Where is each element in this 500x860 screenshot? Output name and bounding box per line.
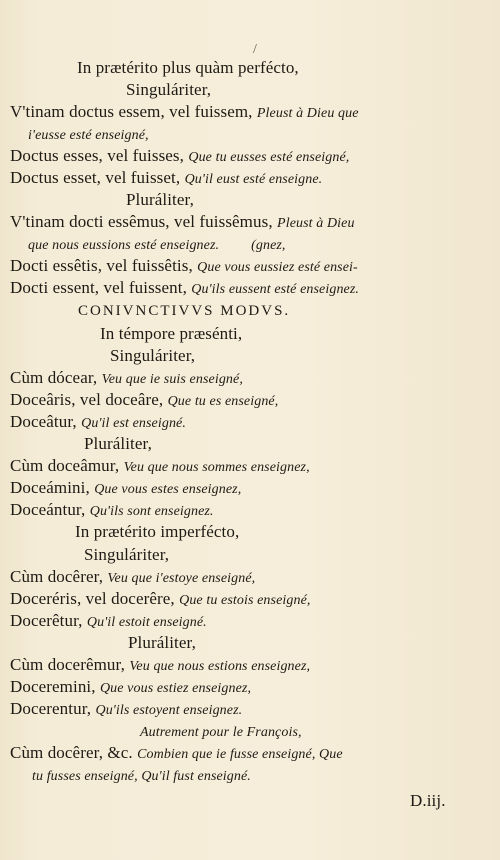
text-line: i'eusse esté enseigné, <box>28 128 149 143</box>
heading-plural: Pluráliter, <box>84 434 152 453</box>
text-line: V'tinam docti essêmus, vel fuissêmus, Pleust à Dieu <box>10 212 355 231</box>
text-line: Docerentur, Qu'ils estoyent enseignez. <box>10 699 243 718</box>
text-line: Cùm docêrer, &c. Combien que ie fusse enseigné, Que <box>10 743 343 762</box>
text-line: tu fusses enseigné, Qu'il fust enseigné. <box>32 769 251 784</box>
text-line: Cùm dócear, Veu que ie suis enseigné, <box>10 368 243 387</box>
text-line: Docerêtur, Qu'il estoit enseigné. <box>10 611 207 630</box>
heading-singular: Singuláriter, <box>110 346 196 365</box>
heading-present: In témpore præsénti, <box>100 324 243 343</box>
text-line: Cùm docerêmur, Veu que nous estions enseignez, <box>10 655 311 674</box>
text-line: V'tinam doctus essem, vel fuissem, Pleust à Dieu que <box>10 102 359 121</box>
heading-singular: Singuláriter, <box>126 80 212 99</box>
text-line: Doctus esset, vel fuisset, Qu'il eust esté enseigne. <box>10 168 323 187</box>
text-line: Doctus esses, vel fuisses, Que tu eusses esté enseigné, <box>10 146 350 165</box>
text-line: que nous eussions esté enseignez. (gnez, <box>28 238 286 253</box>
text-line: Docti essêtis, vel fuissêtis, Que vous eussiez esté ensei- <box>10 256 358 275</box>
text-line: Doceréris, vel docerêre, Que tu estois enseigné, <box>10 589 311 608</box>
heading-french: Autrement pour le François, <box>140 725 302 740</box>
text-line: Doceántur, Qu'ils sont enseignez. <box>10 500 214 519</box>
heading-plural: Pluráliter, <box>126 190 194 209</box>
margin-mark: / <box>253 42 257 57</box>
heading-plusquamperfect: In prætérito plus quàm perfécto, <box>77 58 299 77</box>
heading-imperfect: In prætérito imperfécto, <box>75 522 240 541</box>
heading-singular: Singuláriter, <box>84 545 170 564</box>
heading-mood: CONIVNCTIVVS MODVS. <box>78 303 291 319</box>
heading-plural: Pluráliter, <box>128 633 196 652</box>
text-line: Doceámini, Que vous estes enseignez, <box>10 478 242 497</box>
text-line: Cùm doceâmur, Veu que nous sommes enseignez, <box>10 456 310 475</box>
text-line: Docti essent, vel fuissent, Qu'ils eussent esté enseignez. <box>10 278 360 297</box>
text-line: Doceâtur, Qu'il est enseigné. <box>10 412 186 431</box>
text-line: Cùm docêrer, Veu que i'estoye enseigné, <box>10 567 256 586</box>
text-line: Doceremini, Que vous estiez enseignez, <box>10 677 252 696</box>
signature-mark: D.iij. <box>410 791 446 810</box>
text-line: Doceâris, vel doceâre, Que tu es enseigné, <box>10 390 279 409</box>
